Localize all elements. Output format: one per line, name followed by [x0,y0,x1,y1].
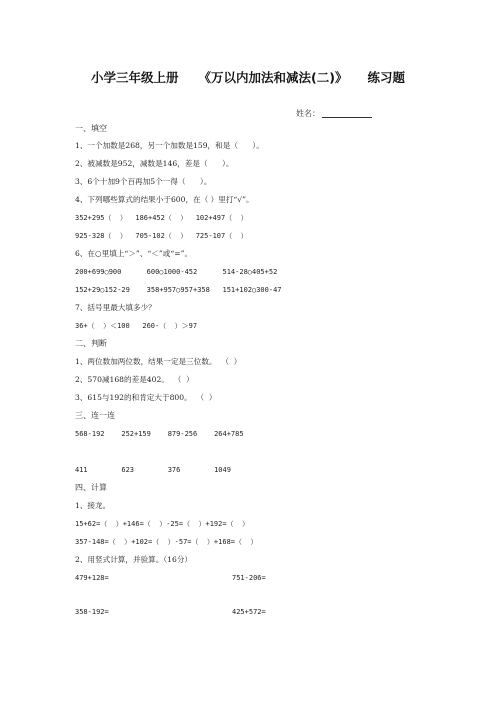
question-1: 1、一个加数是268，另一个加数是159，和是（ ）。 [75,141,264,150]
question-6-row-2: 152+29○152-29 358+957○957+358 151+102○300-47 [75,286,282,294]
title-topic: 《万以内加法和减法(二)》 [198,70,348,85]
worksheet-title [0,68,496,86]
name-label: 姓名： [296,109,320,118]
section-connect: 三、连一连 [75,411,115,420]
judge-2: 2、570减168的差是402。 （ ） [75,375,194,384]
section-judge: 二、判断 [75,339,107,348]
question-4-row-2: 925-328（ ） 705-102（ ） 725-107（ ） [75,232,248,240]
calc-chain-row-1: 15+62=（ ）+146=（ ）-25=（ ）+192=（ ） [75,520,250,528]
question-4: 4、下列哪些算式的结果小于600，在（ ）里打“√”。 [75,195,254,204]
question-7: 7、括号里最大填多少？ [75,303,156,312]
judge-3: 3、615与192的和肯定大于800。 （ ） [75,393,217,402]
question-6-row-1: 200+699○900 600○1000-452 514-28○405+52 [75,268,278,276]
question-3: 3、6个十加9个百再加5个一得（ ）。 [75,177,212,186]
calc-chain-heading: 1、接龙。 [75,501,111,510]
question-6: 6、在○里填上“＞”、“＜”或“=”。 [75,249,193,258]
connect-answers: 411 623 376 1049 [75,466,231,474]
calc-vertical-4: 425+572= [232,608,266,616]
question-2: 2、被减数是952，减数是146，差是（ ）。 [75,159,234,168]
title-grade: 小学三年级上册 [91,70,179,85]
name-field [296,108,372,119]
section-calculate: 四、计算 [75,483,107,492]
question-7-row: 36+（ ）＜100 260-（ ）＞97 [75,322,198,330]
title-type: 练习题 [367,70,405,85]
calc-chain-row-2: 357-148=（ ）+102=（ ）-57=（ ）+168=（ ） [75,538,258,546]
calc-vertical-3: 358-192= [75,608,109,616]
calc-vertical-heading: 2、用竖式计算，并验算。（16分） [75,555,193,564]
calc-vertical-1: 479+128= [75,574,109,582]
judge-1: 1、两位数加两位数，结果一定是三位数。 （ ） [75,357,242,366]
name-blank[interactable] [322,117,372,118]
connect-expressions: 568-192 252+159 879-256 264+785 [75,430,244,438]
section-fill-in: 一、填空 [75,124,107,133]
question-4-row-1: 352+295（ ） 186+452（ ） 102+497（ ） [75,214,248,222]
calc-vertical-2: 751-206= [232,574,266,582]
